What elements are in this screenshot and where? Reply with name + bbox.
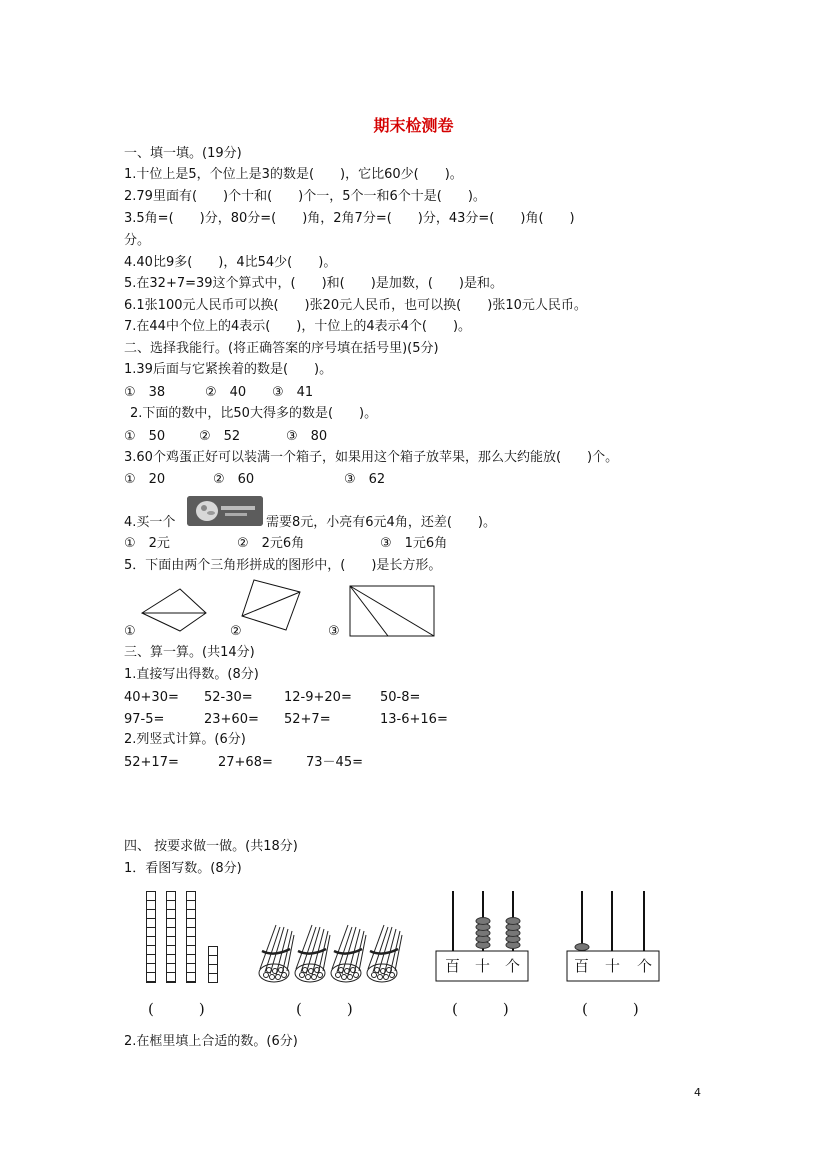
s2-q4-option: ③ 1元6角 [380, 536, 448, 551]
s2-q4-option: ① 2元 [124, 536, 170, 551]
s3-sub-2: 2.列竖式计算。(6分) [124, 732, 246, 747]
s1-question-1: 1.十位上是5，个位上是3的数是( )，它比60少( )。 [124, 167, 463, 182]
answer-blank[interactable]: ( ) [452, 1000, 509, 1018]
calc-item: 52+17= [124, 755, 179, 770]
s2-q4-option: ② 2元6角 [237, 536, 305, 551]
abacus-label-tens: 十 [475, 957, 491, 975]
answer-blank[interactable]: ( ) [148, 1000, 205, 1018]
s2-q3-option: ① 20 [124, 472, 166, 487]
abacus-label-ones: 个 [505, 957, 521, 975]
s2-q2-option: ② 52 [199, 429, 241, 444]
calc-item: 97-5= [124, 712, 165, 727]
section-2-heading: 二、选择我能行。(将正确答案的序号填在括号里)(5分) [124, 341, 439, 356]
abacus-label-tens: 十 [605, 957, 621, 975]
s2-question-2: 2.下面的数中，比50大得多的数是( )。 [130, 406, 378, 421]
s2-question-5: 5．下面由两个三角形拼成的图形中，( )是长方形。 [124, 558, 442, 573]
calc-item: 52+7= [284, 712, 331, 727]
page-number: 4 [694, 1086, 701, 1099]
s1-question-2: 2.79里面有( )个十和( )个一，5个一和6个十是( )。 [124, 189, 486, 204]
stick-bundles-figure [256, 917, 412, 983]
s2-q2-option: ① 50 [124, 429, 166, 444]
cubes-figure [146, 891, 226, 983]
section-3-heading: 三、算一算。(共14分) [124, 645, 255, 660]
section-4-heading: 四、 按要求做一做。(共18分) [124, 839, 298, 854]
calc-item: 40+30= [124, 690, 179, 705]
s1-question-3: 3.5角=( )分，80分=( )角，2角7分=( )分，43分=( )角( ) [124, 211, 575, 226]
s1-question-7: 7.在44中个位上的4表示( )，十位上的4表示4个( )。 [124, 319, 472, 334]
parallelogram-shape [240, 578, 304, 634]
calc-item: 52-30= [204, 690, 253, 705]
answer-blank[interactable]: ( ) [582, 1000, 639, 1018]
s2-q1-option: ③ 41 [272, 385, 314, 400]
abacus-label-ones: 个 [637, 957, 653, 975]
s4-sub-2: 2.在框里填上合适的数。(6分) [124, 1034, 298, 1049]
calc-item: 27+68= [218, 755, 273, 770]
s2-q2-option: ③ 80 [286, 429, 328, 444]
calc-item: 50-8= [380, 690, 421, 705]
calc-item: 12-9+20= [284, 690, 352, 705]
rectangle-shape [348, 584, 438, 638]
calc-item: 23+60= [204, 712, 259, 727]
page-title: 期末检测卷 [373, 116, 454, 135]
s2-question-4-prefix: 4.买一个 [124, 515, 176, 530]
calc-item: 13-6+16= [380, 712, 448, 727]
s2-q5-option: ③ [328, 624, 340, 639]
s2-q1-option: ① 38 [124, 385, 166, 400]
section-1-heading: 一、填一填。(19分) [124, 146, 242, 161]
s2-q5-option: ② [230, 624, 242, 639]
s2-question-4-text: 需要8元，小亮有6元4角，还差( )。 [266, 515, 496, 530]
s4-sub-1: 1．看图写数。(8分) [124, 861, 242, 876]
s2-q3-option: ③ 62 [344, 472, 386, 487]
s2-question-1: 1.39后面与它紧挨着的数是( )。 [124, 362, 333, 377]
abacus-label-hundreds: 百 [574, 957, 590, 975]
s1-question-3-cont: 分。 [124, 233, 151, 248]
s2-question-3: 3.60个鸡蛋正好可以装满一个箱子，如果用这个箱子放苹果，那么大约能放( )个。 [124, 450, 619, 465]
s3-sub-1: 1.直接写出得数。(8分) [124, 667, 259, 682]
s1-question-6: 6.1张100元人民币可以换( )张20元人民币，也可以换( )张10元人民币。 [124, 298, 587, 313]
kite-shape [140, 585, 210, 635]
s2-q3-option: ② 60 [213, 472, 255, 487]
s2-q5-option: ① [124, 624, 136, 639]
s1-question-5: 5.在32+7=39这个算式中，( )和( )是加数，( )是和。 [124, 276, 503, 291]
toy-image [187, 496, 263, 526]
answer-blank[interactable]: ( ) [296, 1000, 353, 1018]
calc-item: 73－45= [306, 755, 363, 770]
s2-q1-option: ② 40 [205, 385, 247, 400]
s1-question-4: 4.40比9多( )，4比54少( )。 [124, 255, 337, 270]
abacus-label-hundreds: 百 [445, 957, 461, 975]
